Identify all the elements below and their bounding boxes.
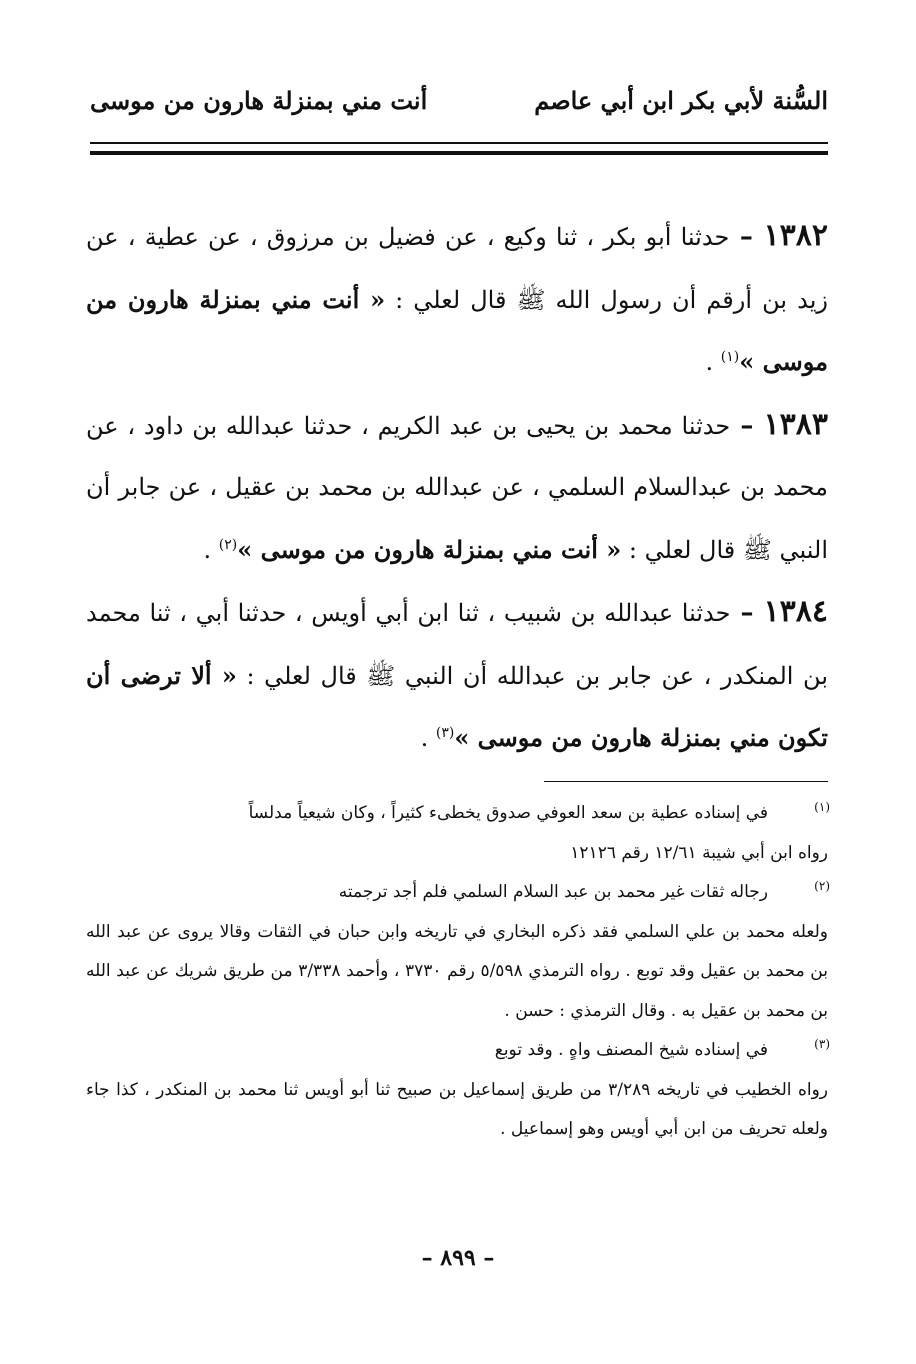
- footnote-3: [86, 1031, 828, 1150]
- hadith-end: .: [203, 535, 212, 564]
- footnote-marker: (١): [814, 800, 830, 814]
- header-rule-thick: [90, 151, 828, 155]
- footnote-marker: (٣): [814, 1037, 830, 1051]
- footnote-first-line: في إسناده عطية بن سعد العوفي صدوق يخطىء كثيراً ، وكان شيعياً مدلساً: [248, 803, 768, 823]
- hadith-end: .: [420, 724, 429, 752]
- footnote-ref: (٢): [218, 536, 238, 553]
- hadith-number: ١٣٨٣: [763, 406, 828, 442]
- number-dash: –: [729, 222, 764, 252]
- footnote-continuation: ولعله محمد بن علي السلمي فقد ذكره البخاري في تاريخه وابن حبان في الثقات وقالا يروى عن عبد الله بن محمد بن عقيل وقد توبع . رواه الترمذي ٥/٥٩٨ رقم ٣٧٣٠ ، وأحمد ٣/٣٣٨ من طريق شريك عن عبد الله بن محمد بن عقيل به . وقال الترمذي : حسن .: [86, 921, 828, 1021]
- running-header: [90, 70, 828, 130]
- footnote-first-line: في إسناده شيخ المصنف واهٍ . وقد توبع: [494, 1040, 768, 1060]
- book-title: السُّنة لأبي بكر ابن أبي عاصم: [534, 85, 828, 115]
- footnote-continuation: رواه ابن أبي شيبة ١٢/٦١ رقم ١٢١٢٦: [570, 842, 828, 863]
- hadith-1384: [86, 581, 828, 770]
- footnote-1: [86, 794, 828, 873]
- hadith-number: ١٣٨٤: [763, 594, 828, 629]
- hadith-1382: [86, 205, 828, 394]
- hadith-text: حدثنا عبدالله بن شبيب ، ثنا ابن أبي أويس ، حدثنا أبي ، ثنا محمد بن المنكدر ، عن جابر بن عبدالله أن النبي ﷺ قال لعلي :: [86, 599, 828, 690]
- footnote-ref: (٣): [435, 725, 455, 741]
- hadith-text: حدثنا أبو بكر ، ثنا وكيع ، عن فضيل بن مرزوق ، عن عطية ، عن زيد بن أرقم أن رسول الله ﷺ قال لعلي :: [86, 223, 828, 314]
- number-dash: –: [730, 410, 764, 441]
- hadith-quote: « أنت مني بمنزلة هارون من موسى »: [86, 284, 828, 376]
- footnote-ref: (١): [720, 349, 740, 365]
- page-number: – ٨٩٩ –: [421, 1245, 495, 1271]
- header-rule-thin: [90, 142, 828, 144]
- footnote-first-line: رجاله ثقات غير محمد بن عبد السلام السلمي فلم أجد ترجمته: [338, 882, 768, 902]
- footnote-2: [86, 873, 828, 1031]
- footnotes: [86, 794, 828, 1150]
- footnote-continuation: رواه الخطيب في تاريخه ٣/٢٨٩ من طريق إسماعيل بن صبيح ثنا أبو أويس ثنا محمد بن المنكدر ، كذا جاء ولعله تحريف من ابن أبي أويس وهو إسماعيل .: [86, 1079, 828, 1139]
- number-dash: –: [730, 598, 764, 628]
- hadith-number: ١٣٨٢: [763, 218, 828, 253]
- hadith-1383: [86, 394, 828, 582]
- hadith-quote: « أنت مني بمنزلة هارون من موسى »: [237, 534, 622, 564]
- hadith-text: حدثنا محمد بن يحيى بن عبد الكريم ، حدثنا عبدالله بن داود ، عن محمد بن عبدالسلام السلمي ، عن عبدالله بن محمد بن عقيل ، عن جابر أن النبي ﷺ قال لعلي :: [86, 411, 828, 564]
- hadith-end: .: [705, 348, 714, 376]
- hadith-quote: « ألا ترضى أن تكون مني بمنزلة هارون من موسى »: [86, 660, 828, 752]
- chapter-title: أنت مني بمنزلة هارون من موسى: [90, 85, 428, 115]
- footnote-separator: [544, 781, 828, 782]
- footnote-marker: (٢): [814, 879, 830, 893]
- main-text: [86, 205, 828, 770]
